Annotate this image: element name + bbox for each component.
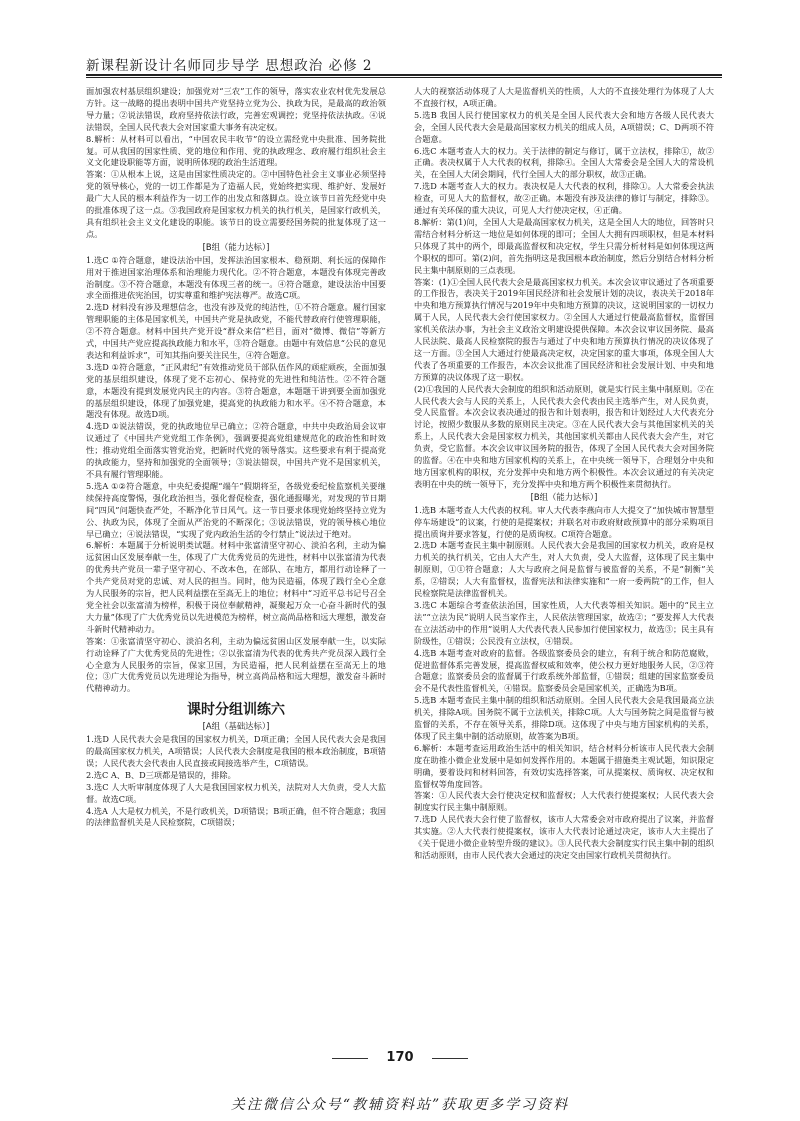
left-para-4: 1.选C ①符合题意，建设法治中国，发挥法治国家根本、稳预期、利长远的保障作用对于推进国家治理体系和治理能力现代化。②不符合题意，本题没有体现完善政治制度。③不符合题意，本题没有体现三者的统一。④符合题意，建设法治中国要求全面推进依宪治国，切实尊重和维护宪法尊严。故选C项。 bbox=[86, 254, 386, 301]
left-column bbox=[86, 86, 386, 1046]
page-number-rule-right bbox=[432, 1058, 468, 1059]
right-para-6: 答案：(1)①全国人民代表大会是最高国家权力机关。本次会议审议通过了各项重要的工作报告，表决关于2019年国民经济和社会发展计划的决议，表决关于2018年中央和地方预算执行情况与2019年中央和地方预算的决议，这说明国家的一切权力属于人民，人民代表大会行使国家权力。②全国人大通过行使最高监督权，监督国家机关依法办事，为社会主义政治文明建设提供保障。本次会议审议国务院、最高人民法院、最高人民检察院的报告与通过了中央和地方预算执行情况的决议体现了这一方面。③全国人大通过行使最高决定权，决定国家的重大事项，体现全国人大代表了各项重要的工作报告，本次会议批准了国民经济和社会发展计划、中央和地方预算的决议体现了这一职权。 bbox=[414, 276, 714, 382]
right-para-15: 7.选D 人民代表大会行使了监督权，该市人大常委会对市政府提出了议案，并监督其实施。②人大代表行使提案权，该市人大代表讨论通过决定，该市人大主提出了《关于促进小微企业转型升级的建议》。③人民代表大会制度实行民主集中制的组织和活动原则，由市人民代表大会通过的决定交由国家行政机关贯彻执行。 bbox=[414, 814, 714, 860]
left-para-10: 答案：①张富清坚守初心、淡泊名利，主动为偏远贫困山区发展奉献一生，以实际行动诠释了广大优秀党员的先进性；②以张富清为代表的优秀共产党员深入践行全心全意为人民服务的宗旨，保家卫国，为民造福，把人民利益摆在至高无上的地位；③广大优秀党员以先进理论为指导，树立高尚品格和远大理想，激发奋斗新时代精神动力。 bbox=[86, 635, 386, 694]
left-para-13: 3.选C 人大听审制度体现了人大是我国国家权力机关，法院对人大负责，受人大监督。故选C项。 bbox=[86, 781, 386, 804]
right-para-1: 人大的视察活动体现了人大是监督机关的性质，人大的不直接处理行为体现了人大不直接行权，A项正确。 bbox=[414, 86, 714, 108]
left-para-14: 4.选A 人大是权力机关，不是行政机关，D项错误；B项正确，但不符合题意；我国的法律监督机关是人民检察院，C项错误； bbox=[86, 805, 386, 828]
right-para-9: 2.选D 本题考查民主集中制原则。人民代表大会是我国的国家权力机关，政府是权力机关的执行机关，它由人大产生，对人大负责，受人大监督，这体现了民主集中制原则，①①符合题意；人大与政府之间是监督与被监督的关系，不是“制衡”关系，②错误；人大有监督权，监督宪法和法律实施和“一府一委两院”的工作，但人民检察院是法律监督机关。 bbox=[414, 540, 714, 599]
left-para-9: 6.解析：本题属于分析说明类试题。材料中张富清坚守初心、淡泊名利，主动为偏远贫困山区发展奉献一生，体现了广大优秀党员的先进性，材料中以张富清为代表的优秀共产党员一辈子坚守初心、不改本色，在部队、在地方，都用行动诠释了一个共产党员对党的忠诚、对人民的担当。同时，他为民造福，体现了践行全心全意为人民服务的宗旨，把人民利益摆在至高无上的地位；材料中“习近平总书记号召全党全社会以张富清为榜样，积极于岗位奉献精神，凝聚起万众一心奋斗新时代的强大力量”体现了广大优秀党员以先进模范为榜样，树立高尚品格和远大理想，激发奋斗新时代精神动力。 bbox=[86, 540, 386, 634]
left-para-8: 5.选A ①②符合题意，中央纪委提醒“端午”假期将至，各级党委纪检监察机关要继续保持高度警惕，强化政治担当，强化督促检查，强化通报曝光，对发现的节日期间“四风”问题快查严处，不断净化节日风气。这一节日要求体现党始终坚持立党为公、执政为民，体现了全面从严治党的不断深化；③说法错误，党的领导核心地位早已确立；④说法错误，“实现了党内政治生活的令行禁止”说法过于绝对。 bbox=[86, 480, 386, 539]
left-para-7: 4.选D ①说法错误，党的执政地位早已确立；②符合题意，中共中央政治局会议审议通过了《中国共产党党组工作条例》，强调要提高党组建规范化的政治性和时效性；推动党组全面落实管党治党，把新时代党的领导落实。这些要求有利于提高党的执政能力，坚持和加强党的全面领导；③说法错误，中国共产党不是国家机关，不具有履行管理职能。 bbox=[86, 421, 386, 479]
page-number: 170 bbox=[386, 1050, 414, 1065]
group-a-heading: [A组（基础达标）] bbox=[202, 721, 270, 732]
left-para-6: 3.选D ①符合题意，“正风肃纪”有效推动党员干部队伍作风的顽症顽疾，全面加强党的基层组织建设，体现了党不忘初心、保持党的先进性和纯洁性。②不符合题意，本题没有提到发展党内民主的内容。③符合题意，本题题干讲到要全面加强党的基层组织建设，体现了加强党建，提高党的执政能力和水平。④不符合题意，本题没有体现。故选D项。 bbox=[86, 361, 386, 420]
right-para-14: 答案：①人民代表大会行使决定权和监督权；人大代表行使提案权；人民代表大会制度实行民主集中制原则。 bbox=[414, 790, 714, 813]
section-title: 课时分组训练六 bbox=[187, 702, 285, 719]
right-para-2: 5.选B 我国人民行使国家权力的机关是全国人民代表大会和地方各级人民代表大会，全国人民代表大会是最高国家权力机关的组成人员，A项错误；C、D两项不符合题意。 bbox=[414, 109, 714, 144]
left-para-1: 面加强农村基层组织建设；加强党对“三农”工作的领导，落实农业农村优先发展总方针。这一战略的提出表明中国共产党坚持立党为公、执政为民，是最高的政治领导力量；②说法错误，政府坚持依法行政，完善宏观调控；党坚持依法执政。④说法错误，全国人民代表大会对国家重大事务有决定权。 bbox=[86, 86, 386, 132]
group-b-heading: [B组（能力达标）] bbox=[202, 241, 270, 252]
right-para-3: 6.选C 本题考查人大的权力。关于法律的制定与修订，属于立法权，排除①，故②正确。表决权属于人大代表的权利，排除④。全国人大常委会是全国人大的常设机关，在全国人大闭会期间，代行全国人大的部分职权，故③正确。 bbox=[414, 145, 714, 180]
header-rule bbox=[86, 74, 722, 76]
right-para-4: 7.选D 本题考查人大的权力。表决权是人大代表的权利，排除①。人大常委会执法检查，可见人大的监督权，故②正确。本题没有涉及法律的修订与制定，排除③。通过有关环保的重大决议，可见人大行使决定权，④正确。 bbox=[414, 181, 714, 216]
right-para-7: (2)①我国的人民代表大会制度的组织和活动原则，就是实行民主集中制原则。②在人民代表大会与人民的关系上，人民代表大会代表由民主选举产生，对人民负责，受人民监督。本次会议表决通过的报告和计划表明，报告和计划经过人大代表充分讨论，按照少数服从多数的原则民主决定。③在人民代表大会与其他国家机关的关系上，人民代表大会是国家权力机关，其他国家机关都由人民代表大会产生，对它负责，受它监督。本次会议审议国务院的报告，体现了全国人民代表大会对国务院的监督。④在中央和地方国家机构的关系上，在中央统一领导下，合理划分中央和地方国家机构的职权，充分发挥中央和地方两个积极性。本次会议通过的有关决定表明在中央的统一领导下，充分发挥中央和地方两个积极性来贯彻执行。 bbox=[414, 383, 714, 489]
left-para-5: 2.选D 材料没有涉及理想信念，也没有涉及党的纯洁性，①不符合题意。履行国家管理职能的主体是国家机关，中国共产党是执政党，不能代替政府行使管理职能，②不符合题意。材料中国共产党开设“群众来信”栏目，面对“微博、微信”等新方式，中国共产党应提高执政能力和水平，③符合题意。由题中有效信息“公民的意见表达和利益诉求”，可知其指向要关注民生，④符合题意。 bbox=[86, 302, 386, 360]
right-column bbox=[414, 86, 714, 1046]
left-para-12: 2.选C A、B、D三项都是错误的，排除。 bbox=[86, 769, 236, 780]
header-rule-thin bbox=[86, 77, 722, 78]
right-para-5: 8.解析：第(1)问，全国人大是最高国家权力机关，这是全国人大的地位，回答时只需结合材料分析这一地位是如何体现的即可；全国人大拥有四项职权，但是本材料只体现了其中的两个，即最高监督权和决定权，学生只需分析材料是如何体现这两个职权的即可。第(2)问，首先指明这是我国根本政治制度，然后分别结合材料分析民主集中制原则的三点表现。 bbox=[414, 216, 714, 275]
right-para-11: 4.选B 本题考查对政府的监督。各级监察委员会的建立，有利于统合和防范腐败，促进监督体系完善发展，提高监督权威和效率，使公权力更好地服务人民，②③符合题意；监察委员会的监督属于行政系统外部监督，①错误；组建的国家监察委员会不是代表性监督机关，④错误。监察委员会是国家机关，正确选为B项。 bbox=[414, 647, 714, 694]
footer-note: 关注微信公众号“教辅资料站”获取更多学习资料 bbox=[230, 1097, 570, 1113]
left-para-11: 1.选D 人民代表大会是我国的国家权力机关，D项正确；全国人民代表大会是我国的最高国家权力机关，A项错误；人民代表大会制度是我国的根本政治制度，B项错误；人民代表大会代表由人民直接或间接选举产生，C项错误。 bbox=[86, 734, 386, 768]
right-para-8: 1.选B 本题考查人大代表的权利。审人大代表李燕向市人大提交了“加快城市智慧型停车场建设”的议案，行使的是提案权；并联名对市政府财政预算中的部分采购项目提出质询并要求答复，行使的是质询权。C项符合题意。 bbox=[414, 504, 714, 539]
left-para-2: 8.解析：从材料可以看出，“中国农民丰收节”的设立需经党中央批准、国务院批复。可从我国的国家性质、党的地位和作用、党的执政理念、政府履行组织社会主义文化建设职能等方面，说明所体现的政治生活道理。 bbox=[86, 133, 386, 168]
right-para-12: 5.选B 本题考查民主集中制的组织和活动原则。全国人民代表大会是我国最高立法机关，排除A项。国务院不属于立法机关，排除C项。人大与国务院之间是监督与被监督的关系，不存在领导关系，排除D项。这体现了中央与地方国家机构的关系，体现了民主集中制的活动原则，故答案为B项。 bbox=[414, 695, 714, 741]
group-b-heading-right: [B组（能力达标）] bbox=[530, 491, 598, 502]
page-header: 新课程新设计名师同步导学 思想政治 必修 2 bbox=[86, 58, 373, 74]
right-para-10: 3.选C 本题综合考查依法治国，国家性质，人大代表等相关知识。题中的“民主立法”“立法为民”说明人民当家作主，人民依法管理国家，故选②；“要发挥人大代表在立法活动中的作用”说明人大代表代表人民参加行使国家权力，故选③；民主具有阶级性，①错误；公民没有立法权，④错误。 bbox=[414, 599, 714, 646]
left-para-3: 答案：①从根本上说，这是由国家性质决定的。②中国特色社会主义事业必须坚持党的领导核心，党的一切工作都是为了造福人民，党始终把实现、维护好、发展好最广大人民的根本利益作为一切工作的出发点和落脚点。设立该节日首先经党中央的批准体现了这一点。③我国政府是国家权力机关的执行机关，是国家行政机关，具有组织社会主义文化建设的职能。该节日的设立需要经国务院的批复体现了这一点。 bbox=[86, 169, 386, 239]
right-para-13: 6.解析：本题考查运用政治生活中的相关知识，结合材料分析该市人民代表大会制度在助推小微企业发展中是如何发挥作用的。本题属于措施类主观试题，知识限定明确，要着设问和材料回答，有效切实选择答案，可从提案权、质询权、决定权和监督权等角度回答。 bbox=[414, 742, 714, 789]
